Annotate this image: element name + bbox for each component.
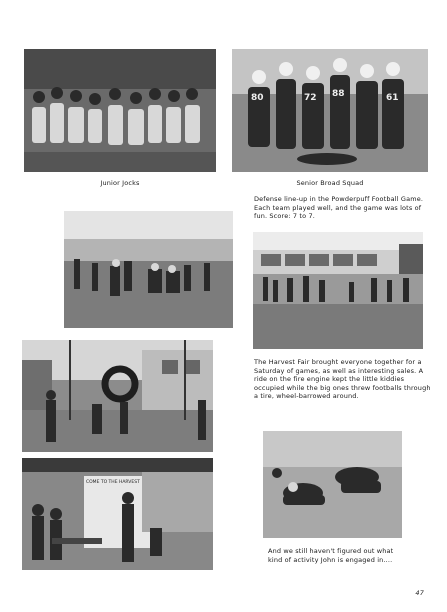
junior-jocks-caption: Junior Jocks <box>100 179 140 187</box>
booth-sign: COME TO THE HARVEST <box>86 480 140 485</box>
powderpuff-game-photo <box>64 211 233 328</box>
senior-broad-squad-photo <box>232 49 428 172</box>
tire-throw-photo <box>22 340 213 452</box>
junior-jocks-photo <box>24 49 216 172</box>
harvest-fair-building-photo <box>253 232 423 349</box>
jersey-number: 88 <box>332 89 345 99</box>
harvest-booth-photo <box>22 458 213 570</box>
harvest-fair-caption: The Harvest Fair brought everyone together for a Saturday of games, as well as interesting sales. A ride on the fire engine kept the little kiddies occupied while the big ones threw footballs through a tire, wheel-barrowed around. <box>254 358 431 400</box>
jersey-number: 61 <box>386 93 399 103</box>
jersey-number: 80 <box>251 93 264 103</box>
john-activity-photo <box>263 431 402 538</box>
senior-broad-squad-caption: Senior Broad Squad <box>296 179 364 187</box>
page-number: 47 <box>415 589 424 597</box>
jersey-number: 72 <box>304 93 317 103</box>
john-caption: And we still haven't figured out what kind of activity John is engaged in.... <box>268 547 394 564</box>
defense-caption: Defense line-up in the Powderpuff Football Game. Each team played well, and the game was lots of fun. Score: 7 to 7. <box>254 195 424 220</box>
